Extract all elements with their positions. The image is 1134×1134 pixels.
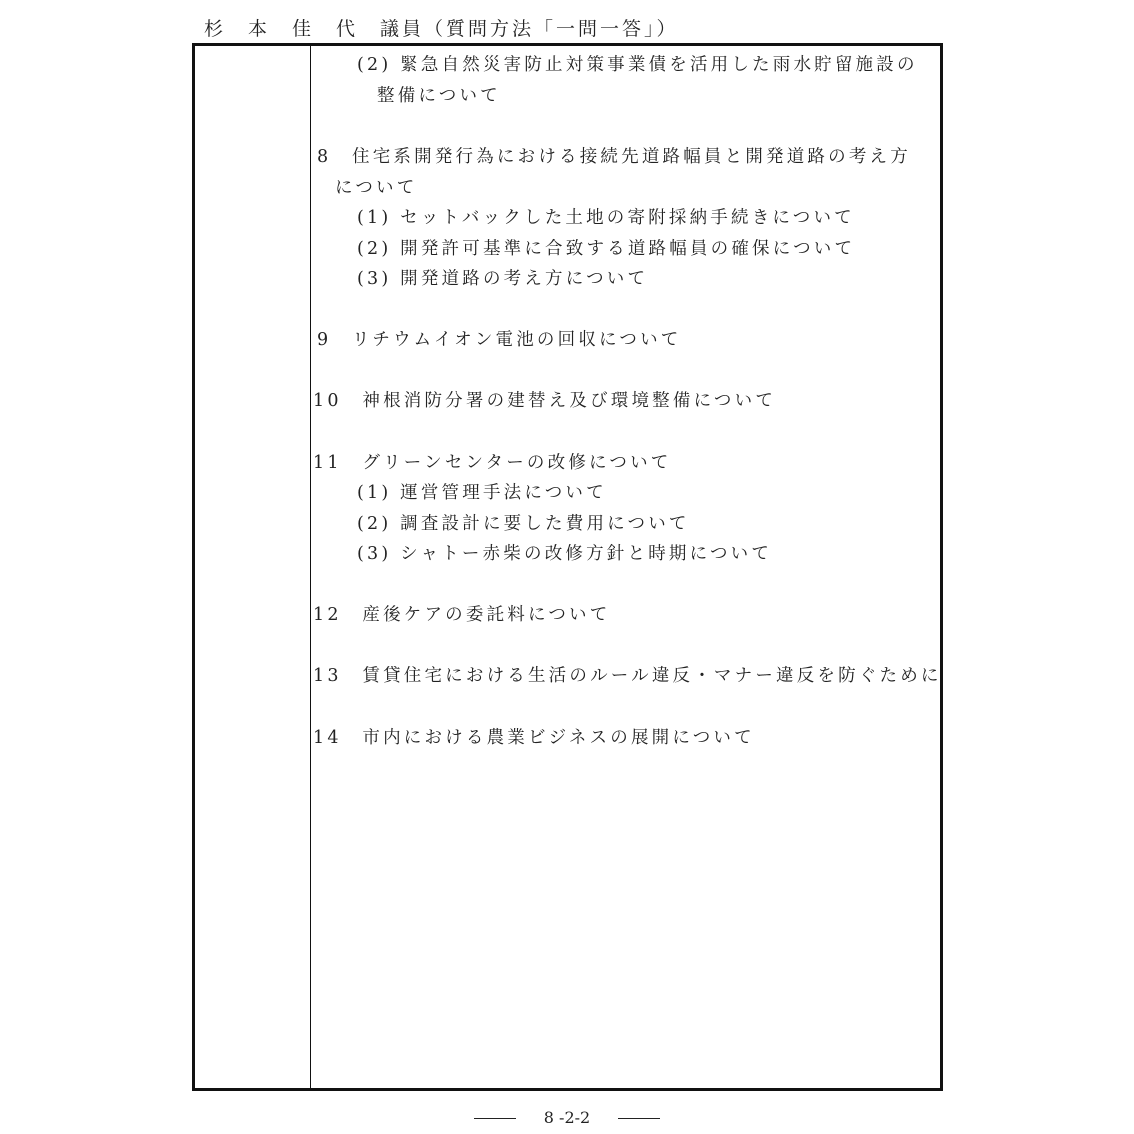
footer-dash-right [618, 1118, 660, 1119]
item-12: 12 産後ケアの委託料について [313, 605, 611, 625]
item-11-2: (2) 調査設計に要した費用について [357, 514, 690, 534]
item-11-3: (3) シャトー赤柴の改修方針と時期について [357, 544, 773, 564]
item-10: 10 神根消防分署の建替え及び環境整備について [313, 391, 777, 411]
footer-dash-left [474, 1118, 516, 1119]
item-9: 9 リチウムイオン電池の回収について [317, 330, 682, 350]
item-14: 14 市内における農業ビジネスの展開について [313, 728, 755, 748]
item-7-2: (2) 緊急自然災害防止対策事業債を活用した雨水貯留施設の [357, 55, 918, 75]
item-8-1: (1) セットバックした土地の寄附採納手続きについて [357, 208, 855, 228]
column-divider [310, 46, 311, 1088]
member-header: 杉 本 佳 代 議員（質問方法「一問一答」） [204, 18, 679, 40]
item-13: 13 賃貸住宅における生活のルール違反・マナー違反を防ぐために [313, 666, 942, 686]
item-11-1: (1) 運営管理手法について [357, 483, 607, 503]
page-number: 8 -2-2 [543, 1108, 591, 1127]
item-8: 8 住宅系開発行為における接続先道路幅員と開発道路の考え方 [317, 147, 911, 167]
question-frame [192, 43, 943, 1091]
item-7-2-cont: 整備について [377, 86, 501, 106]
item-11: 11 グリーンセンターの改修について [313, 453, 672, 473]
item-8-2: (2) 開発許可基準に合致する道路幅員の確保について [357, 239, 856, 259]
page-footer [0, 1108, 1134, 1127]
item-8-cont: について [335, 178, 418, 198]
item-8-3: (3) 開発道路の考え方について [357, 269, 649, 289]
